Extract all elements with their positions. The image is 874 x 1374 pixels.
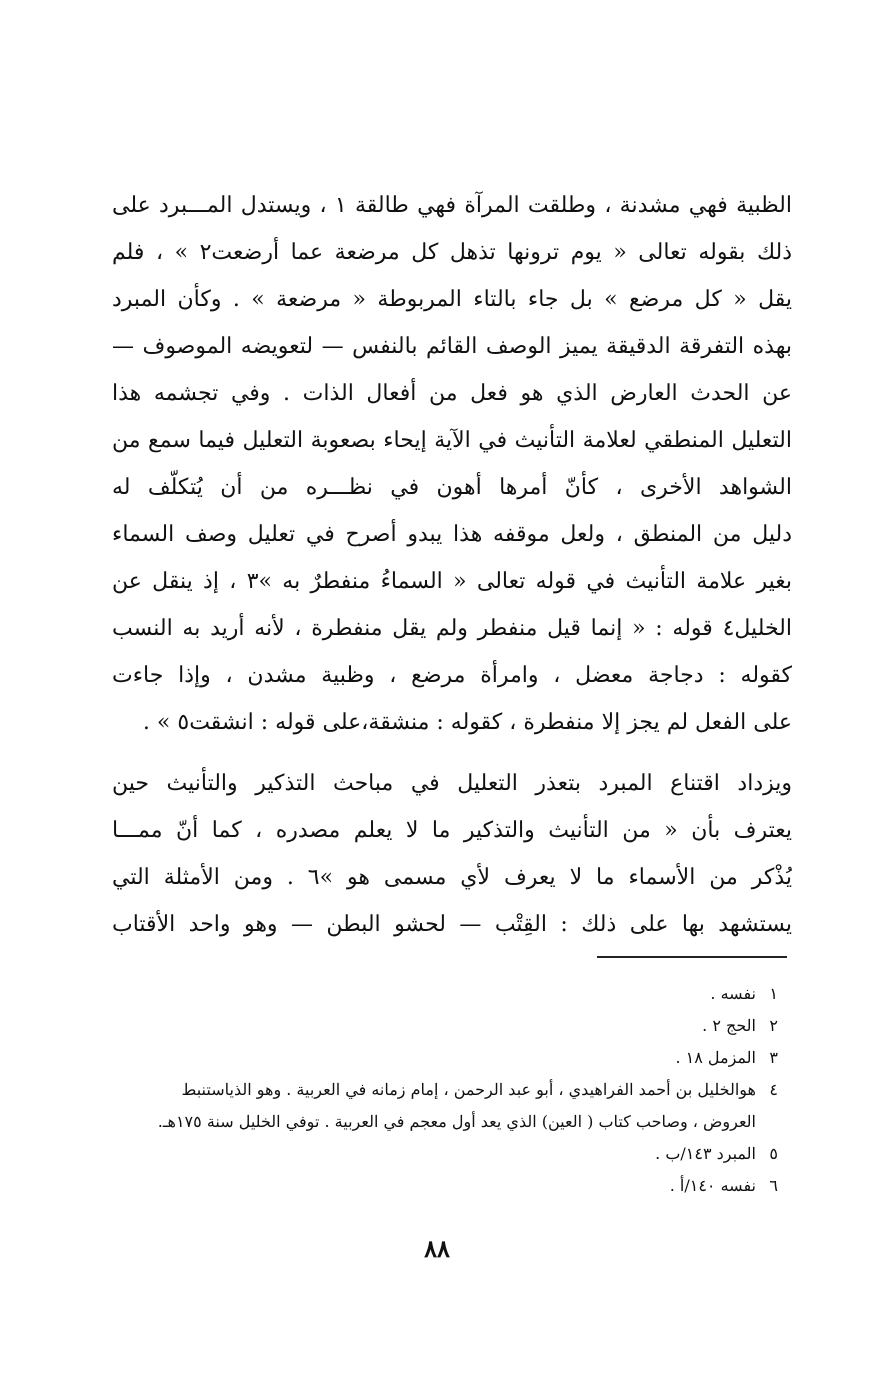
text-line: الظبية فهي مشدنة ، وطلقت المرآة فهي طالقة ١ ، ويستدل المـــبرد على bbox=[112, 193, 792, 218]
footnote bbox=[100, 978, 778, 1010]
text-line: يستشهد بها على ذلك : القِتْب — لحشو البطن — وهو واحد الأقتاب bbox=[112, 912, 792, 937]
footnote-number: ٦ bbox=[769, 1176, 778, 1195]
text-line: كقوله : دجاجة معضل ، وامرأة مرضع ، وظبية مشدن ، وإذا جاءت bbox=[112, 663, 792, 688]
footnotes bbox=[100, 978, 778, 1202]
footnote bbox=[100, 1010, 778, 1042]
text-line: ذلك بقوله تعالى « يوم ترونها تذهل كل مرضعة عما أرضعت٢ » ، فلم bbox=[112, 240, 792, 265]
paragraph-1 bbox=[112, 182, 792, 746]
text-line: يُذْكر من الأسماء ما لا يعرف لأي مسمى هو »٦ . ومن الأمثلة التي bbox=[112, 865, 792, 890]
footnote-number: ١ bbox=[769, 984, 778, 1003]
text-line: الخليل٤ قوله : « إنما قيل منفطر ولم يقل منفطرة ، لأنه أريد به النسب bbox=[112, 616, 792, 641]
page-number: ٨٨ bbox=[424, 1234, 450, 1263]
footnote-divider bbox=[597, 956, 787, 958]
footnote bbox=[100, 1042, 778, 1074]
footnote bbox=[100, 1074, 778, 1106]
footnote-text: الحج ٢ . bbox=[702, 1016, 756, 1035]
footnote-text: نفسه ١٤٠/أ . bbox=[669, 1176, 756, 1195]
footnote bbox=[100, 1138, 778, 1170]
footnote-number: ٥ bbox=[769, 1144, 778, 1163]
text-line: يقل « كل مرضع » بل جاء بالتاء المربوطة « مرضعة » . وكأن المبرد bbox=[112, 287, 792, 312]
text-line: بغير علامة التأنيث في قوله تعالى « السماءُ منفطرٌ به »٣ ، إذ ينقل عن bbox=[112, 569, 792, 594]
paragraph-2 bbox=[112, 760, 792, 948]
paragraph-gap bbox=[112, 746, 792, 760]
footnote-continuation: العروض ، وصاحب كتاب ( العين) الذي يعد أول معجم في العربية . توفي الخليل سنة ١٧٥هـ. bbox=[157, 1112, 756, 1131]
text-line: ويزداد اقتناع المبرد بتعذر التعليل في مباحث التذكير والتأنيث حين bbox=[112, 771, 792, 796]
text-line: يعترف بأن « من التأنيث والتذكير ما لا يعلم مصدره ، كما أنّ ممـــا bbox=[112, 818, 792, 843]
text-line: التعليل المنطقي لعلامة التأنيث في الآية إيحاء بصعوبة التعليل فيما سمع من bbox=[112, 428, 792, 453]
body-text bbox=[112, 182, 792, 948]
text-line: على الفعل لم يجز إلا منفطرة ، كقوله : منشقة،على قوله : انشقت٥ » . bbox=[142, 710, 792, 735]
footnote-text: نفسه . bbox=[710, 984, 756, 1003]
footnote-text: هوالخليل بن أحمد الفراهيدي ، أبو عبد الرحمن ، إمام زمانه في العربية . وهو الذياستنبط bbox=[181, 1080, 756, 1099]
text-line: بهذه التفرقة الدقيقة يميز الوصف القائم بالنفس — لتعويضه الموصوف — bbox=[112, 334, 792, 359]
footnote bbox=[100, 1170, 778, 1202]
footnote-number: ٣ bbox=[769, 1048, 778, 1067]
footnote-text: المبرد ١٤٣/ب . bbox=[655, 1144, 756, 1163]
text-line: دليل من المنطق ، ولعل موقفه هذا يبدو أصرح في تعليل وصف السماء bbox=[112, 522, 792, 547]
footnote-number: ٤ bbox=[769, 1080, 778, 1099]
footnote-number: ٢ bbox=[769, 1016, 778, 1035]
footnote-text: المزمل ١٨ . bbox=[675, 1048, 756, 1067]
text-line: الشواهد الأخرى ، كأنّ أمرها أهون في نظـــره من أن يُتكلّف له bbox=[112, 475, 792, 500]
text-line: عن الحدث العارض الذي هو فعل من أفعال الذات . وفي تجشمه هذا bbox=[112, 381, 792, 406]
